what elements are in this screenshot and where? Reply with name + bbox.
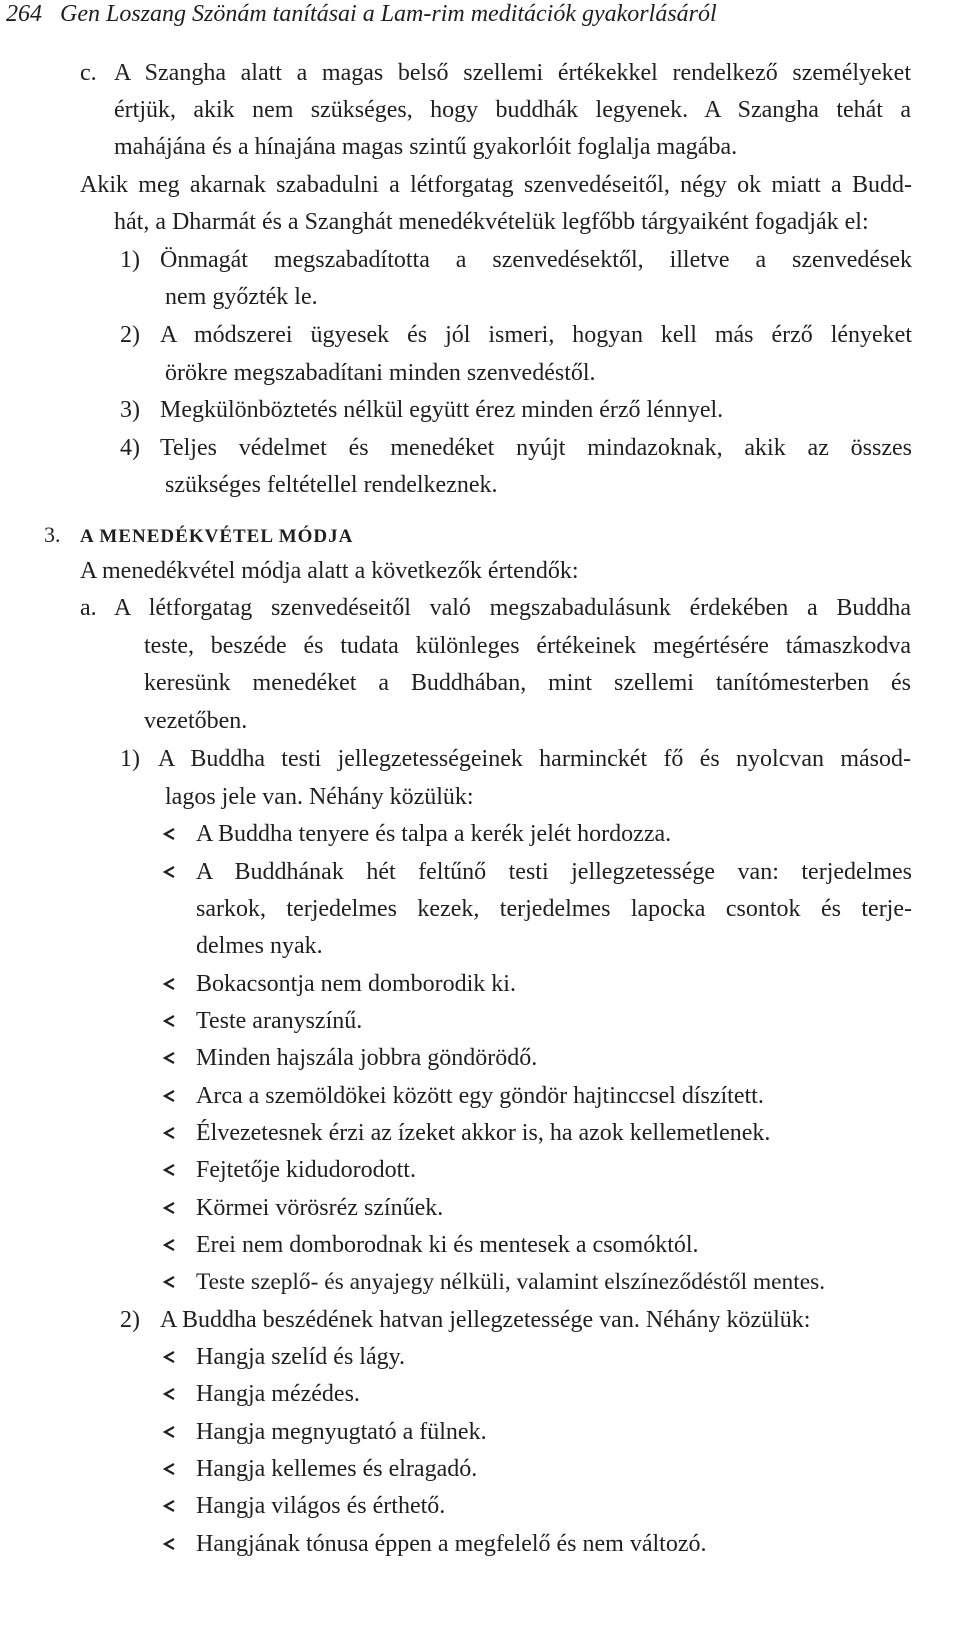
bullet-arrow-icon xyxy=(162,1238,176,1252)
reason-label-2: 2) xyxy=(120,322,140,348)
reason-line: Teljes védelmet és menedéket nyújt mindazoknak, akik az összes xyxy=(160,435,912,461)
paragraph-line: hát, a Dharmát és a Szanghát menedékvételük legfőbb tárgyaiként fogadják el: xyxy=(114,209,869,235)
bullet-text: Hangja megnyugtató a fülnek. xyxy=(196,1419,487,1445)
bullet-text: Arca a szemöldökei között egy göndör hajtinccsel díszített. xyxy=(196,1083,764,1109)
bullet-text: sarkok, terjedelmes kezek, terjedelmes lapocka csontok és terje- xyxy=(196,896,912,922)
bullet-arrow-icon xyxy=(162,1163,176,1177)
bullet-arrow-icon xyxy=(162,827,176,841)
bullet-arrow-icon xyxy=(162,1275,176,1289)
paragraph-line: keresünk menedéket a Buddhában, mint szellemi tanítómesterben és xyxy=(144,670,911,696)
list-line: A Buddha testi jellegzetességeinek harminckét fő és nyolcvan másod- xyxy=(158,746,911,772)
reason-line: Önmagát megszabadította a szenvedésektől, illetve a szenvedések xyxy=(160,247,912,273)
bullet-text: Élvezetesnek érzi az ízeket akkor is, ha azok kellemetlenek. xyxy=(196,1120,771,1146)
paragraph-line: A Szangha alatt a magas belső szellemi értékekkel rendelkező személyeket xyxy=(114,60,911,86)
section-number: 3. xyxy=(44,522,61,547)
bullet-text: Bokacsontja nem domborodik ki. xyxy=(196,971,516,997)
bullet-arrow-icon xyxy=(162,1014,176,1028)
reason-line: szükséges feltétellel rendelkeznek. xyxy=(165,472,498,498)
reason-label-4: 4) xyxy=(120,435,140,461)
reason-line: Megkülönböztetés nélkül együtt érez minden érző lénnyel. xyxy=(160,397,724,423)
bullet-arrow-icon xyxy=(162,1126,176,1140)
bullet-arrow-icon xyxy=(162,865,176,879)
bullet-text: Erei nem domborodnak ki és mentesek a csomóktól. xyxy=(196,1232,699,1258)
paragraph-line: értjük, akik nem szükséges, hogy buddhák legyenek. A Szangha tehát a xyxy=(114,97,911,123)
bullet-arrow-icon xyxy=(162,977,176,991)
bullet-text: Hangja szelíd és lágy. xyxy=(196,1344,406,1370)
reason-line: nem győzték le. xyxy=(165,284,318,310)
item-label-c: c. xyxy=(80,60,97,86)
bullet-text: A Buddhának hét feltűnő testi jellegzetessége van: terjedelmes xyxy=(196,859,912,885)
bullet-text: Hangja mézédes. xyxy=(196,1381,360,1407)
list-label-1: 1) xyxy=(120,746,140,772)
reason-label-1: 1) xyxy=(120,247,140,273)
bullet-text: Hangja kellemes és elragadó. xyxy=(196,1456,478,1482)
list-label-2: 2) xyxy=(120,1307,140,1333)
page-number: 264 xyxy=(6,1,42,27)
running-title: Gen Loszang Szönám tanításai a Lam-rim meditációk gyakorlásáról xyxy=(60,1,717,27)
reason-line: A módszerei ügyesek és jól ismeri, hogyan kell más érző lényeket xyxy=(160,322,912,348)
bullet-text: Fejtetője kidudorodott. xyxy=(196,1157,416,1183)
item-label-a: a. xyxy=(80,595,97,621)
bullet-arrow-icon xyxy=(162,1387,176,1401)
paragraph-line: mahájána és a hínajána magas szintű gyakorlóit foglalja magába. xyxy=(114,134,738,160)
bullet-text: Teste szeplő- és anyajegy nélküli, valamint elszíneződéstől mentes. xyxy=(196,1269,826,1295)
paragraph-line: Akik meg akarnak szabadulni a létforgatag szenvedéseitől, négy ok miatt a Budd- xyxy=(80,172,912,198)
bullet-arrow-icon xyxy=(162,1201,176,1215)
bullet-text: delmes nyak. xyxy=(196,933,323,959)
reason-line: örökre megszabadítani minden szenvedéstől. xyxy=(165,360,596,386)
bullet-text: A Buddha tenyere és talpa a kerék jelét hordozza. xyxy=(196,821,672,847)
section-intro: A menedékvétel módja alatt a következők értendők: xyxy=(80,558,579,584)
paragraph-line: teste, beszéde és tudata különleges értékeinek megértésére támaszkodva xyxy=(144,633,911,659)
bullet-text: Hangja világos és érthető. xyxy=(196,1493,446,1519)
section-heading: A MENEDÉKVÉTEL MÓDJA xyxy=(80,526,354,547)
bullet-text: Hangjának tónusa éppen a megfelelő és nem változó. xyxy=(196,1531,707,1557)
paragraph-line: vezetőben. xyxy=(144,708,248,734)
bullet-arrow-icon xyxy=(162,1537,176,1551)
bullet-arrow-icon xyxy=(162,1089,176,1103)
running-head xyxy=(6,0,717,28)
bullet-arrow-icon xyxy=(162,1051,176,1065)
paragraph-line: A létforgatag szenvedéseitől való megszabadulásunk érdekében a Buddha xyxy=(114,595,911,621)
bullet-arrow-icon xyxy=(162,1499,176,1513)
bullet-text: Teste aranyszínű. xyxy=(196,1008,363,1034)
bullet-arrow-icon xyxy=(162,1350,176,1364)
bullet-text: Minden hajszála jobbra göndörödő. xyxy=(196,1045,538,1071)
bullet-arrow-icon xyxy=(162,1425,176,1439)
bullet-text: Körmei vörösréz színűek. xyxy=(196,1195,444,1221)
reason-label-3: 3) xyxy=(120,397,140,423)
list-line: A Buddha beszédének hatvan jellegzetessége van. Néhány közülük: xyxy=(160,1307,811,1333)
bullet-arrow-icon xyxy=(162,1462,176,1476)
list-line: lagos jele van. Néhány közülük: xyxy=(165,784,474,810)
